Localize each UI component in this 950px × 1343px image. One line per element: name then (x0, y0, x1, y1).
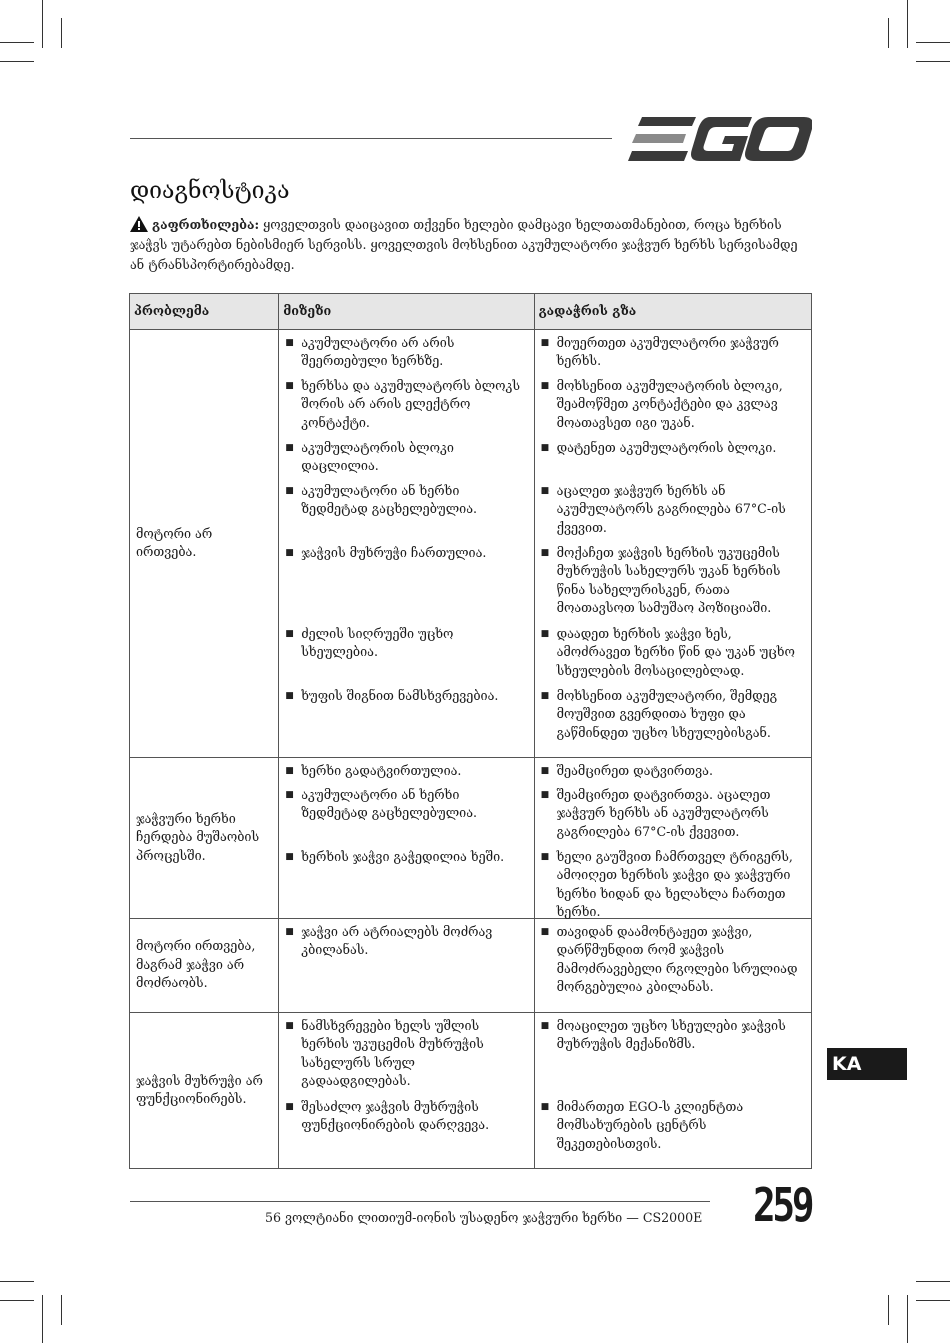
header-rule (130, 138, 612, 139)
problem-text: მოტორი არ ირთვება. (136, 525, 213, 560)
problem-cell (130, 757, 279, 918)
footer-rule (130, 1201, 710, 1202)
solution-item: ■ მოქაჩეთ ჯაჭვის ხერხის უკუცემის მუხრუჭის სახელურს უკან ხერხის წინა სახელურისკენ, რათა მოათავსოთ სამუშაო პოზიციაში. (541, 544, 805, 619)
page-number: 259 (753, 1178, 812, 1232)
crop-mark (888, 18, 889, 48)
header-solution: გადაჭრის გზა (534, 294, 811, 330)
crop-mark (916, 1281, 950, 1282)
solution-item: ■ მიმართეთ EGO-ს კლიენტთა მომსახურების ცენტრს შეკეთებისთვის. (541, 1098, 805, 1154)
solution-cell (534, 1012, 811, 1168)
warning-icon (130, 216, 148, 232)
warning-label: გაფრთხილება: (152, 217, 260, 232)
crop-mark (0, 1281, 34, 1282)
solution-item: ■ შეამცირეთ დატვირთვა. (541, 762, 805, 780)
solution-cell (534, 329, 811, 757)
table-header-row (130, 294, 812, 330)
cause-item: ■ ჯაჭვი არ ატრიალებს მოძრავ კბილანას. (285, 923, 527, 998)
page-title: დიაგნოსტიკა (130, 178, 290, 204)
table-row (130, 757, 812, 918)
solution-item: ■ ხელი გაუშვით ჩამრთველ ტრიგერს, ამოიღეთ ხერხის ჯაჭვი და ჯაჭვური ხერხი ხიდან და ხელახლა ჩართეთ ხერხი. (541, 848, 805, 904)
cause-item: ■ აკუმულატორი ან ხერხი ზედმეტად გაცხელებულია. (285, 786, 527, 842)
solution-item: ■ შეამცირეთ დატვირთვა. აცალეთ ჯაჭვურ ხერხს ან აკუმულატორს გაგრილება 67°C-ის ქვევით. (541, 786, 805, 842)
crop-mark (916, 1300, 950, 1301)
cause-item: ■ ძელის სიღრუეში უცხო სხეულებია. (285, 625, 527, 681)
diagnostics-table (129, 293, 812, 1169)
warning-text: ყოველთვის დაიცავით თქვენი ხელები დამცავი ხელთათმანებით, როცა ხერხის ჯაჭვს უტარებთ ნებისმიერ სერვისს. ყოველთვის მოხსენით აკუმულატორი ჯაჭვურ ხერხს სერვისამდე ან ტრანსპორტირებამდე. (130, 217, 798, 272)
problem-cell (130, 918, 279, 1012)
cause-item: ■ ხერხსა და აკუმულატორს ბლოკს შორის არ არის ელექტრო კონტაქტი. (285, 377, 527, 433)
crop-mark (42, 0, 43, 48)
crop-mark (0, 1300, 34, 1301)
cause-item: ■ ხერხის ჯაჭვი გაჭედილია ხეში. (285, 848, 527, 904)
problem-text: ჯაჭვური ხერხი ჩერდება მუშაობის პროცესში. (136, 810, 260, 863)
cause-cell (279, 329, 534, 757)
table-row (130, 918, 812, 1012)
crop-mark (888, 1295, 889, 1325)
crop-mark (907, 0, 908, 48)
crop-mark (907, 1295, 908, 1343)
table-row (130, 329, 812, 757)
header-problem: პრობლემა (130, 294, 279, 330)
language-tab: KA (827, 1048, 907, 1080)
crop-mark (916, 61, 950, 62)
ego-logo (628, 115, 812, 163)
crop-mark (61, 18, 62, 48)
footer-text: 56 ვოლტიანი ლითიუმ-იონის უსადენო ჯაჭვური ხერხი — CS2000E (265, 1210, 703, 1225)
cause-cell (279, 757, 534, 918)
cause-cell (279, 1012, 534, 1168)
crop-mark (916, 42, 950, 43)
solution-item: ■ მოაცილეთ უცხო სხეულები ჯაჭვის მუხრუჭის მექანიზმს. (541, 1017, 805, 1092)
cause-item: ■ აკუმულატორი ან ხერხი ზედმეტად გაცხელებულია. (285, 482, 527, 538)
table-row (130, 1012, 812, 1168)
solution-item: ■ აცალეთ ჯაჭვურ ხერხს ან აკუმულატორს გაგრილება 67°C-ის ქვევით. (541, 482, 805, 538)
crop-mark (0, 61, 34, 62)
cause-item: ■ ნამსხვრევები ხელს უშლის ხერხის უკუცემის მუხრუჭის სახელურს სრულ გადაადგილებას. (285, 1017, 527, 1092)
problem-text: მოტორი ირთვება, მაგრამ ჯაჭვი არ მოძრაობს. (136, 938, 256, 991)
problem-cell (130, 329, 279, 757)
solution-item: ■ დაადეთ ხერხის ჯაჭვი ხეს, ამოძრავეთ ხერხი წინ და უკან უცხო სხეულების მოსაცილებლად. (541, 625, 805, 681)
cause-item: ■ აკუმულატორის ბლოკი დაცლილია. (285, 439, 527, 476)
cause-item: ■ შესაძლო ჯაჭვის მუხრუჭის ფუნქციონირების დარღვევა. (285, 1098, 527, 1135)
solution-item: ■ დატენეთ აკუმულატორის ბლოკი. (541, 439, 805, 476)
crop-mark (0, 42, 34, 43)
cause-item: ■ ჯაჭვის მუხრუჭი ჩართულია. (285, 544, 527, 619)
cause-item: ■ ხუფის შიგნით ნამსხვრევებია. (285, 687, 527, 743)
header-cause: მიზეზი (279, 294, 534, 330)
solution-item: ■ მოხსენით აკუმულატორი, შემდეგ მოუშვით გვერდითა ხუფი და გაწმინდეთ უცხო სხეულებისგან. (541, 687, 805, 743)
solution-item: ■ მიუერთეთ აკუმულატორი ჯაჭვურ ხერხს. (541, 334, 805, 371)
solution-item: ■ თავიდან დაამონტაჟეთ ჯაჭვი, დარწმუნდით რომ ჯაჭვის მამოძრავებელი რგოლები სრულიად მორგებულია კბილანას. (541, 923, 805, 998)
problem-cell (130, 1012, 279, 1168)
problem-text: ჯაჭვის მუხრუჭი არ ფუნქციონირებს. (136, 1072, 263, 1107)
cause-item: ■ ხერხი გადატვირთულია. (285, 762, 527, 780)
solution-cell (534, 757, 811, 918)
solution-item: ■ მოხსენით აკუმულატორის ბლოკი, შეამოწმეთ კონტაქტები და კვლავ მოათავსეთ იგი უკან. (541, 377, 805, 433)
cause-item: ■ აკუმულატორი არ არის შეერთებული ხერხზე. (285, 334, 527, 371)
warning-paragraph (130, 215, 810, 275)
crop-mark (42, 1295, 43, 1343)
crop-mark (61, 1295, 62, 1325)
cause-cell (279, 918, 534, 1012)
solution-cell (534, 918, 811, 1012)
